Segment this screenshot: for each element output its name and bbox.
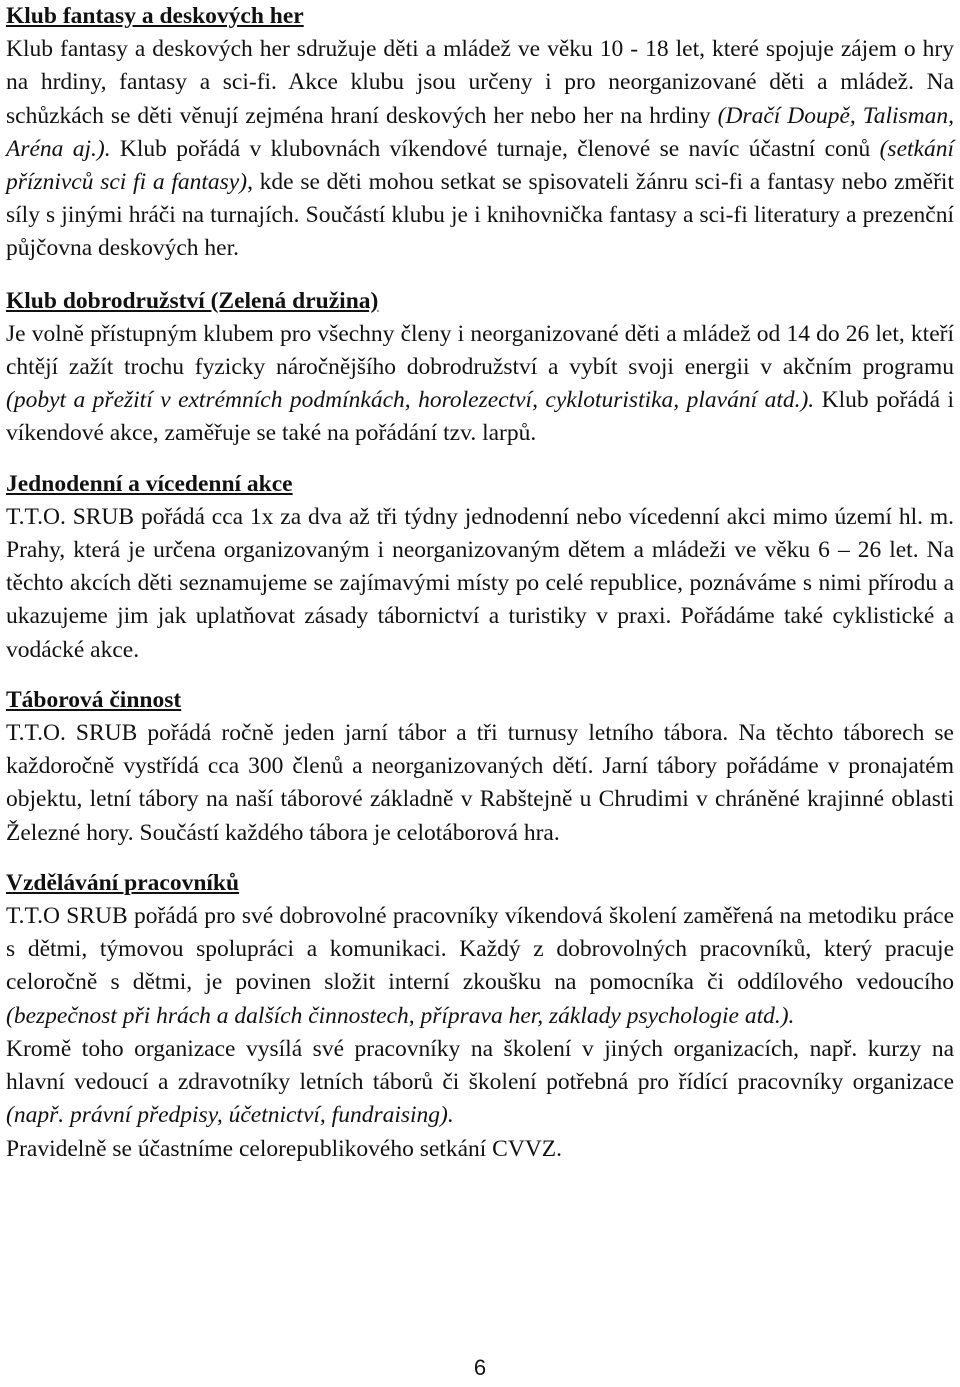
text-run-italic: (např. právní předpisy, účetnictví, fundraising). xyxy=(6,1102,454,1129)
section-heading: Vzdělávání pracovníků xyxy=(6,869,240,896)
text-run-italic: (pobyt a přežití v extrémních podmínkách, horolezectví, cykloturistika, plavání atd.). xyxy=(6,387,815,414)
section-paragraph xyxy=(6,318,954,451)
section-events xyxy=(6,468,954,667)
section-heading: Klub dobrodružství (Zelená družina) xyxy=(6,287,379,314)
page-number: 6 xyxy=(473,1355,487,1380)
text-run-italic: (Dračí Doupě, Talisman, Aréna aj.). xyxy=(6,102,954,162)
section-paragraph xyxy=(6,1033,954,1133)
text-run: T.T.O. SRUB pořádá cca 1x za dva až tři týdny jednodenní nebo vícedenní akci mimo území hl. m. Prahy, která je určena organizovaným i neorganizovaným dětem a mládeži ve věku 6 – 26 let. Na těchto akcích děti seznamujeme se zajímavými místy po celé republice, poznáváme s nimi přírodu a ukazujeme jim jak uplatňovat zásady tábornictví a turistiky v praxi. Pořádáme také cyklistické a vodácké akce. xyxy=(6,503,954,663)
section-paragraph xyxy=(6,501,954,667)
section-heading: Táborová činnost xyxy=(6,686,182,713)
text-run: T.T.O SRUB pořádá pro své dobrovolné pracovníky víkendová školení zaměřená na metodiku práce s dětmi, týmovou spolupráci a komunikaci. Každý z dobrovolných pracovníků, který pracuje celoročně s dětmi, je povinen složit interní zkoušku na pomocníka či oddílového vedoucího xyxy=(6,903,954,996)
text-run: Klub pořádá i víkendové akce, zaměřuje se také na pořádání tzv. larpů. xyxy=(6,387,955,447)
section-fantasy-club xyxy=(6,0,954,266)
text-run: Klub fantasy a deskových her sdružuje děti a mládež ve věku 10 - 18 let, které spojuje zájem o hry na hrdiny, fantasy a sci-fi. Akce klubu jsou určeny i pro neorganizované děti a mládež. Na schůzkách se děti věnují zejména hraní deskových her nebo her na hrdiny xyxy=(6,36,954,129)
text-run-italic: (setkání příznivců sci fi a fantasy) xyxy=(6,135,954,196)
text-run: Kromě toho organizace vysílá své pracovníky na školení v jiných organizacích, např. kurzy na hlavní vedoucí a zdravotníky letních táborů či školení potřebná pro řídící pracovníky organizace xyxy=(6,1035,954,1096)
section-camps xyxy=(6,684,954,850)
text-run-italic: (bezpečnost při hrách a dalších činnostech, příprava her, základy psychologie atd.). xyxy=(6,1002,795,1029)
text-run: T.T.O. SRUB pořádá ročně jeden jarní tábor a tři turnusy letního tábora. Na těchto táborech se každoročně vystřídá cca 300 členů a neorganizovaných dětí. Jarní tábory pořádáme v pronajatém objektu, letní tábory na naší táborové základně v Rabštejně u Chrudimi v chráněné krajinné oblasti Železné hory. Součástí každého tábora je celotáborová hra. xyxy=(6,720,954,846)
section-staff-training xyxy=(6,867,954,1166)
section-paragraph xyxy=(6,900,954,1033)
text-run: , kde se děti mohou setkat se spisovateli žánru sci-fi a fantasy nebo změřit síly s jinými hráči na turnajích. Součástí klubu je i knihovnička fantasy a sci-fi literatury a prezenční půjčovna deskových her. xyxy=(6,169,954,262)
section-heading: Klub fantasy a deskových her xyxy=(6,3,304,29)
section-heading: Jednodenní a vícedenní akce xyxy=(6,470,293,497)
text-run: Klub pořádá v klubovnách víkendové turnaje, členové se navíc účastní conů xyxy=(110,135,880,162)
text-run: Pravidelně se účastníme celorepublikového setkání CVVZ. xyxy=(6,1135,563,1162)
section-paragraph xyxy=(6,717,954,850)
section-adventure-club xyxy=(6,285,954,451)
section-paragraph xyxy=(6,33,954,265)
text-run: Je volně přístupným klubem pro všechny členy i neorganizované děti a mládež od 14 do 26 let, kteří chtějí zažít trochu fyzicky náročnějšího dobrodružství a vybít svoji energii v akčním programu xyxy=(6,320,954,381)
section-paragraph xyxy=(6,1133,954,1166)
document-page xyxy=(6,0,954,1166)
